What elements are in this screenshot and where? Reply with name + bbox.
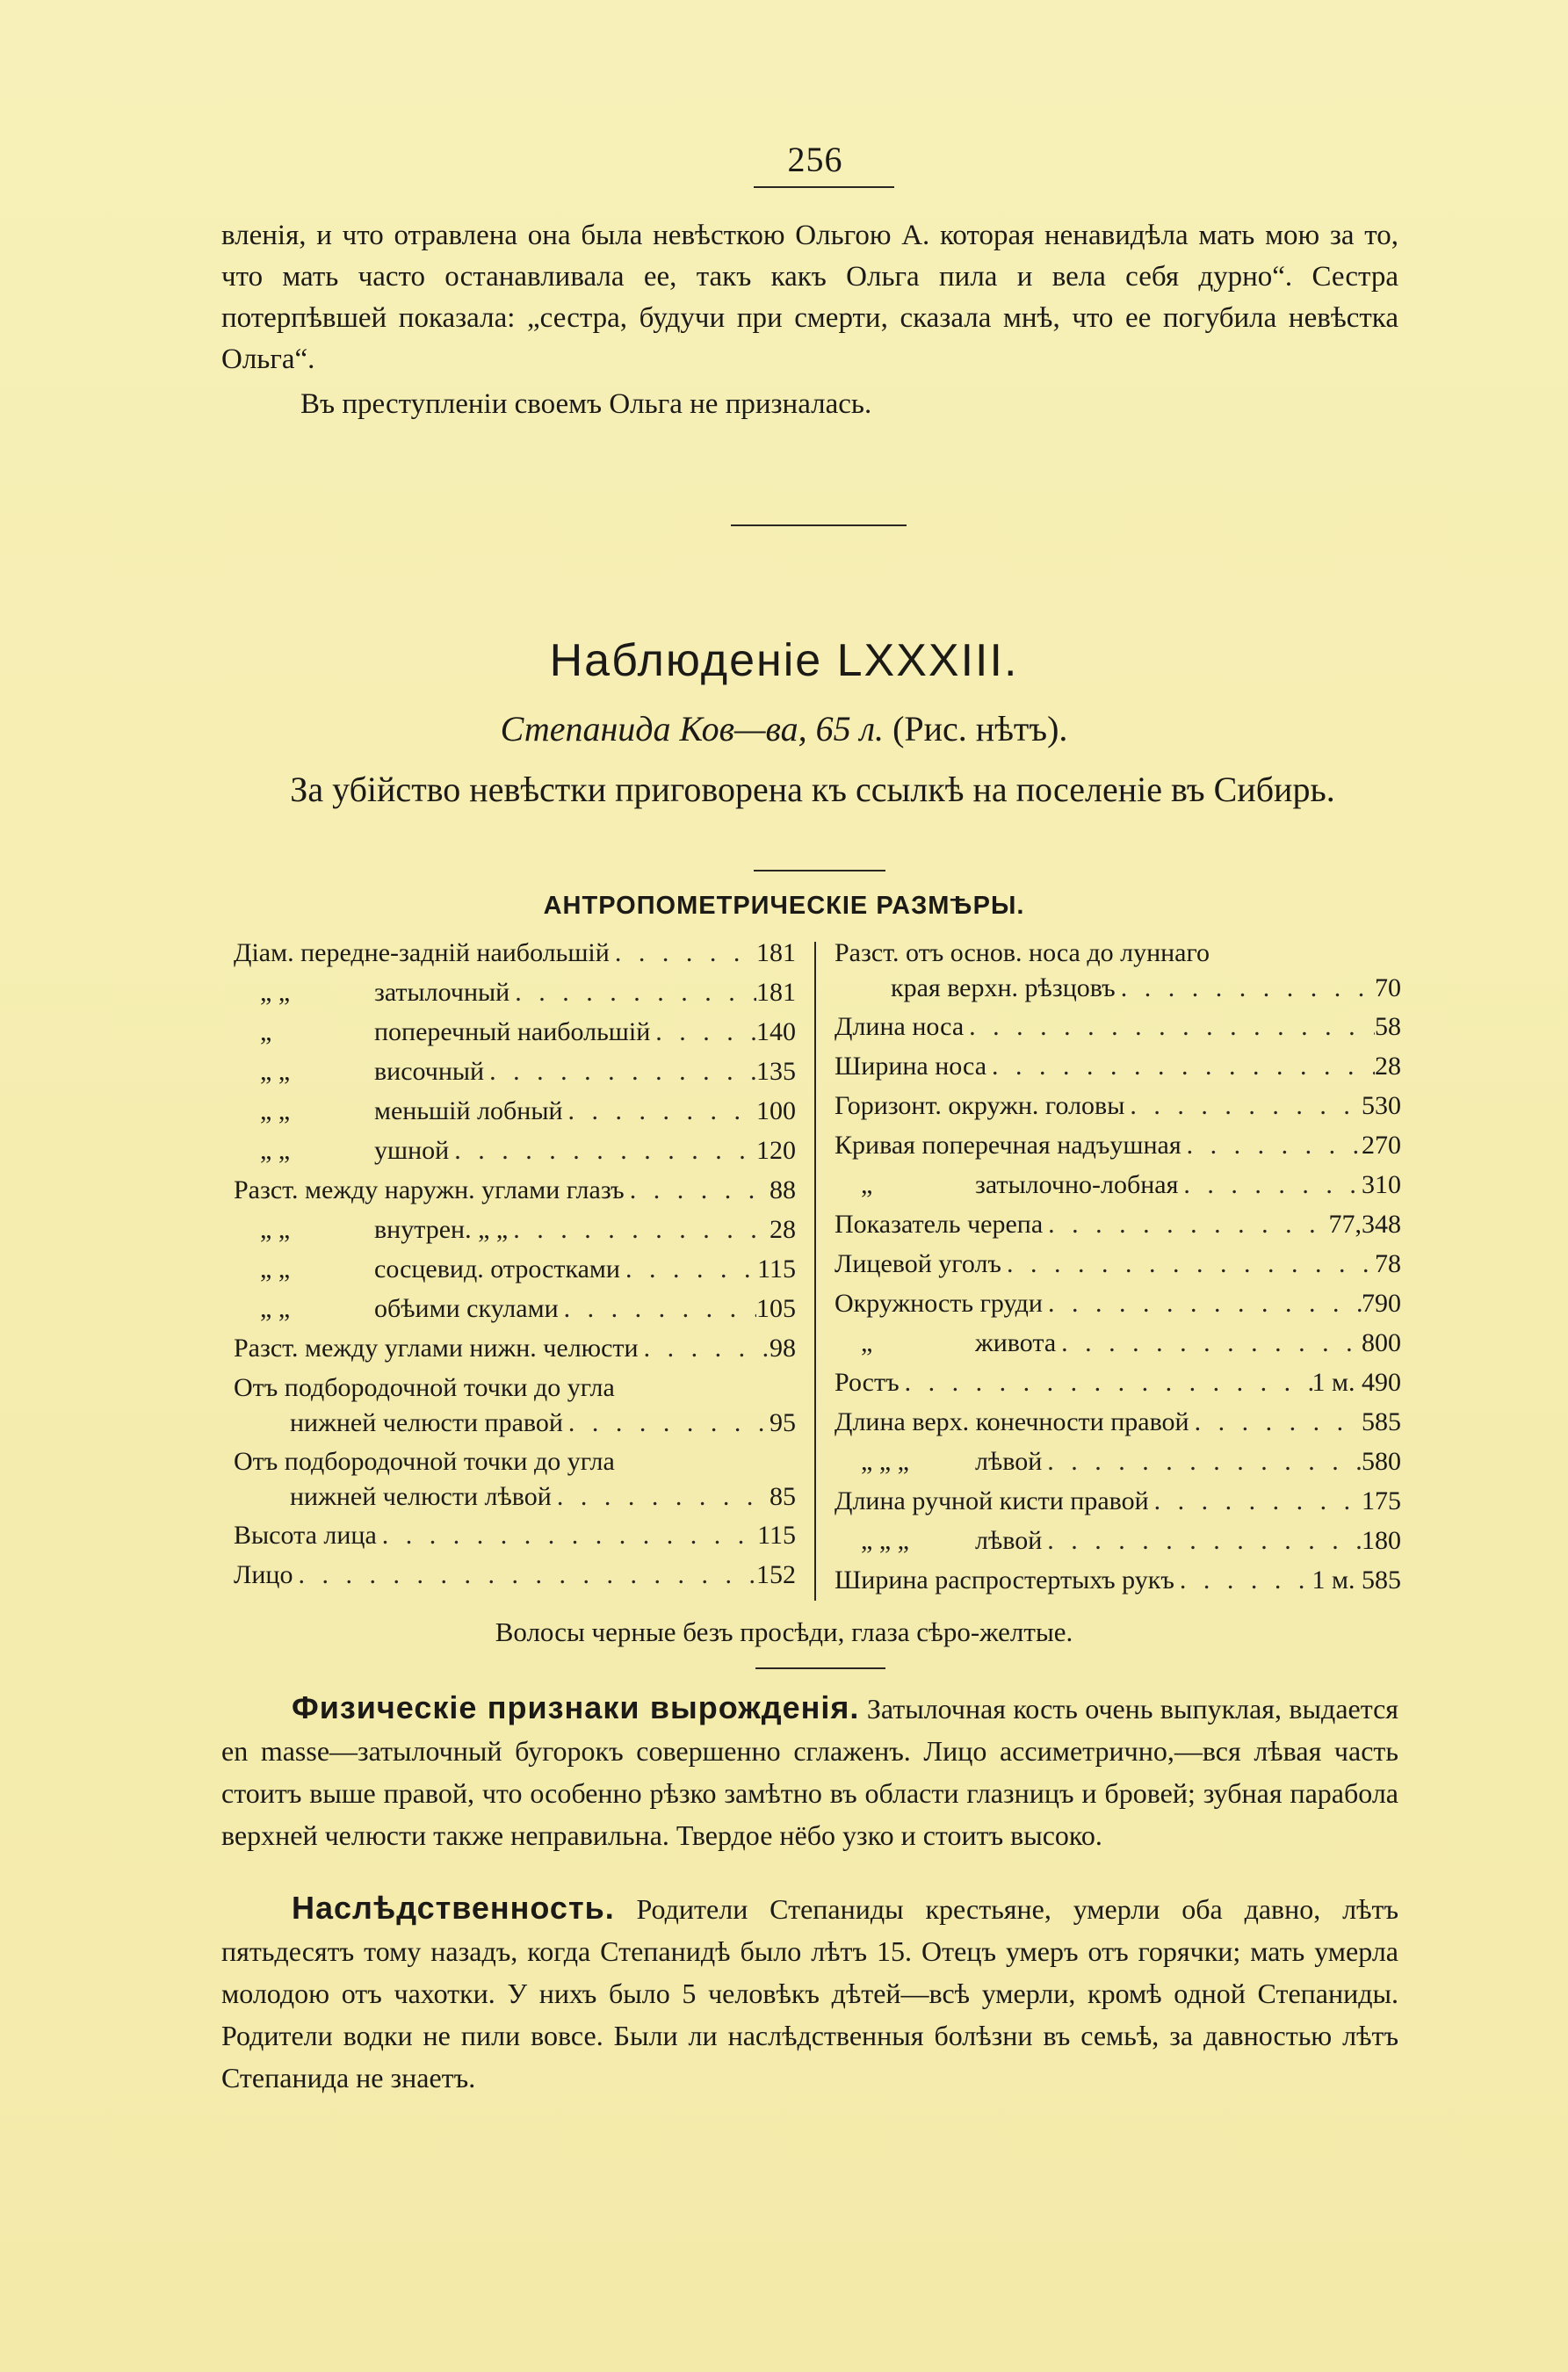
sentence-text: За убійство невѣстки приговорена къ ссылкѣ на поселеніе въ Сибирь. <box>290 770 1335 809</box>
measurement-row <box>234 1560 796 1600</box>
heredity-text: Родители Степаниды крестьяне, умерли оба давно, лѣтъ пятьдесятъ тому назадъ, когда Степанидѣ было лѣтъ 15. Отецъ умеръ отъ горячки; мать умерла молодою отъ чахотки. У нихъ было 5 человѣкъ дѣтей—всѣ умерли, кромѣ одной Степаниды. Родители водки не пили вовсе. Были ли наслѣдственныя болѣзни въ семьѣ, за давностью лѣтъ Степанида не знаетъ. <box>221 1893 1398 2094</box>
measurement-value: 28 <box>770 1215 796 1244</box>
dot-leader <box>964 1012 1375 1042</box>
measurement-row <box>835 1368 1401 1407</box>
dot-leader <box>484 1057 756 1087</box>
measurement-value: 88 <box>770 1175 796 1204</box>
measurement-label: затылочно-лобная <box>975 1170 1179 1199</box>
measurement-label: Разст. между углами нижн. челюсти <box>234 1334 639 1363</box>
dot-leader <box>1124 1091 1362 1121</box>
dot-leader <box>1042 1447 1362 1477</box>
dot-leader <box>639 1334 770 1363</box>
measurement-row <box>835 938 1401 1012</box>
measurement-label: затылочный <box>374 978 510 1007</box>
measurement-label: лѣвой <box>975 1447 1043 1476</box>
measurement-label-line2: нижней челюсти правой <box>290 1408 563 1437</box>
measurement-label: меньшій лобный <box>374 1096 563 1125</box>
observation-title: Наблюденіе LXXXIII. <box>549 635 1019 686</box>
measurement-row <box>234 1294 796 1334</box>
measurement-row <box>234 1447 796 1521</box>
measurement-label: внутрен. „ „ <box>374 1215 509 1244</box>
dot-leader <box>1181 1131 1362 1161</box>
dot-leader <box>449 1136 756 1166</box>
measurement-row <box>835 1170 1401 1210</box>
measurement-label: поперечный наибольшій <box>374 1017 651 1046</box>
heading-rule <box>754 870 885 871</box>
measurement-label: Разст. отъ основ. носа до луннаго <box>835 938 1210 967</box>
subject-age: 65 л. <box>815 709 885 748</box>
measurement-value: 105 <box>756 1294 796 1323</box>
measurement-label: Ростъ <box>835 1368 900 1397</box>
dot-leader <box>1116 973 1375 1003</box>
ditto-marks: „ „ <box>260 1294 291 1323</box>
measurement-label: Длина носа <box>835 1012 965 1041</box>
intro-closing-line: Въ преступленіи своемъ Ольга не призналась. <box>300 388 872 420</box>
measurement-value: 1 м. 585 <box>1311 1566 1401 1595</box>
ditto-marks: „ „ „ <box>861 1526 909 1555</box>
column-divider <box>814 942 816 1601</box>
measurement-label: Ширина распростертыхъ рукъ <box>835 1566 1174 1595</box>
subject-name: Степанида Ков—ва, <box>500 709 807 748</box>
measurement-row <box>234 1521 796 1560</box>
measurement-label: живота <box>975 1328 1057 1357</box>
dot-leader <box>1189 1407 1362 1437</box>
measurement-row <box>234 1017 796 1057</box>
measurement-value: 140 <box>756 1017 796 1046</box>
ditto-marks: „ „ <box>260 978 291 1007</box>
measurement-label: Горизонт. окружн. головы <box>835 1091 1125 1120</box>
measurement-row <box>835 1289 1401 1328</box>
dot-leader <box>1178 1170 1362 1200</box>
measurement-row <box>835 1447 1401 1486</box>
measurement-value: 800 <box>1362 1328 1401 1357</box>
section-divider-2 <box>755 1667 885 1669</box>
measurement-label: Высота лица <box>234 1521 377 1550</box>
dot-leader <box>508 1215 770 1245</box>
measurement-label: обѣими скулами <box>374 1294 559 1323</box>
measurement-label: ушной <box>374 1136 450 1165</box>
measurement-label: Длина ручной кисти правой <box>835 1486 1149 1515</box>
measurement-row <box>234 1255 796 1294</box>
dot-leader <box>293 1560 756 1590</box>
measurement-value: 790 <box>1362 1289 1401 1318</box>
ditto-marks: „ <box>861 1328 873 1357</box>
measurement-label: Показатель черепа <box>835 1210 1044 1239</box>
ditto-marks: „ <box>260 1017 272 1046</box>
measurement-row <box>234 1096 796 1136</box>
dot-leader <box>552 1482 770 1512</box>
measurement-label: Отъ подбородочной точки до угла <box>234 1373 615 1402</box>
measurement-value: 100 <box>756 1096 796 1125</box>
measurement-value: 78 <box>1375 1249 1401 1278</box>
measurement-value: 181 <box>756 938 796 967</box>
measurement-value: 585 <box>1362 1407 1401 1436</box>
measurement-value: 115 <box>757 1521 796 1550</box>
measurement-value: 530 <box>1362 1091 1401 1120</box>
page-number: 256 <box>787 140 843 179</box>
measurement-label-continued <box>835 973 1401 1003</box>
measurement-label: сосцевид. отростками <box>374 1255 620 1284</box>
measurement-row <box>835 1328 1401 1368</box>
measurement-value: 58 <box>1375 1012 1401 1041</box>
dot-leader <box>1043 1289 1362 1319</box>
ditto-marks: „ „ „ <box>861 1447 909 1476</box>
measurement-row <box>234 1334 796 1373</box>
measurement-label-line2: края верхн. рѣзцовъ <box>891 973 1116 1002</box>
intro-paragraph: вленія, и что отравлена она была невѣсткою Ольгою А. которая ненавидѣла мать мою за то, что мать часто останавливала ее, такъ какъ Ольга пила и вела себя дурно“. Сестра потерпѣвшей показала: „сестра, будучи при смерти, сказала мнѣ, что ее погубила невѣстка Ольга“. <box>221 220 1398 375</box>
dot-leader <box>900 1368 1312 1398</box>
ditto-marks: „ „ <box>260 1096 291 1125</box>
ditto-marks: „ „ <box>260 1255 291 1284</box>
physical-signs-text: Затылочная кость очень выпуклая, выдается en masse—затылочный бугорокъ совершенно сглаженъ. Лицо ассиметрично,—вся лѣвая часть стоитъ выше правой, что особенно рѣзко замѣтно въ области глазницъ и бровей; зубная парабола верхней челюсти также неправильна. Твердое нёбо узко и стоитъ высоко. <box>221 1693 1399 1851</box>
dot-leader <box>1043 1210 1328 1240</box>
ditto-marks: „ <box>861 1170 873 1199</box>
physical-signs-section <box>221 1687 1398 1856</box>
measurement-value: 98 <box>770 1334 796 1363</box>
measurement-label: височный <box>374 1057 485 1086</box>
dot-leader <box>625 1175 770 1205</box>
figure-note: (Рис. нѣтъ). <box>892 709 1068 748</box>
measurement-row <box>234 1057 796 1096</box>
measurement-label: Длина верх. конечности правой <box>835 1407 1189 1436</box>
ditto-marks: „ „ <box>260 1136 291 1165</box>
physical-signs-heading: Физическіе признаки вырожденія. <box>292 1689 860 1725</box>
measurement-value: 310 <box>1362 1170 1401 1199</box>
dot-leader <box>1001 1249 1375 1279</box>
measurement-value: 120 <box>756 1136 796 1165</box>
measurement-value: 152 <box>756 1560 796 1589</box>
measurement-value: 580 <box>1362 1447 1401 1476</box>
page-number-rule <box>754 186 894 188</box>
ditto-marks: „ „ <box>260 1057 291 1086</box>
dot-leader <box>563 1408 770 1438</box>
measurement-row <box>835 1526 1401 1566</box>
measurement-label: Діам. передне-задній наибольшій <box>234 938 610 967</box>
heredity-heading: Наслѣдственность. <box>292 1890 615 1926</box>
anthropometry-heading: АНТРОПОМЕТРИЧЕСКІЕ РАЗМѢРЫ. <box>543 892 1025 920</box>
measurement-label: Ширина носа <box>835 1052 987 1081</box>
dot-leader <box>1042 1526 1362 1556</box>
dot-leader <box>650 1017 756 1047</box>
measurement-row <box>234 1215 796 1255</box>
observation-subtitle <box>176 708 1392 749</box>
measurement-label: Лицо <box>234 1560 293 1589</box>
dot-leader <box>563 1096 756 1126</box>
ditto-marks: „ „ <box>260 1215 291 1244</box>
measurement-label: Кривая поперечная надъушная <box>835 1131 1181 1160</box>
dot-leader <box>986 1052 1375 1081</box>
dot-leader <box>559 1294 756 1324</box>
dot-leader <box>1174 1566 1312 1595</box>
measurement-label: Отъ подбородочной точки до угла <box>234 1447 615 1476</box>
measurement-value: 95 <box>770 1408 796 1437</box>
measurement-label: Разст. между наружн. углами глазъ <box>234 1175 625 1204</box>
dot-leader <box>1149 1486 1362 1516</box>
measurement-value: 28 <box>1375 1052 1401 1081</box>
measurement-label-continued <box>234 1482 796 1512</box>
dot-leader <box>610 938 756 968</box>
hair-eyes-line: Волосы черные безъ просѣди, глаза сѣро-желтые. <box>495 1616 1073 1647</box>
measurement-value: 77,348 <box>1328 1210 1401 1239</box>
measurement-label: Окружность груди <box>835 1289 1043 1318</box>
measurement-value: 135 <box>756 1057 796 1086</box>
measurement-row <box>835 1091 1401 1131</box>
measurement-row <box>234 1136 796 1175</box>
measurement-row <box>835 1249 1401 1289</box>
measurement-value: 85 <box>770 1482 796 1511</box>
measurement-label: лѣвой <box>975 1526 1043 1555</box>
measurement-row <box>835 1052 1401 1091</box>
measurement-label-line2: нижней челюсти лѣвой <box>290 1482 552 1511</box>
heredity-section <box>221 1887 1398 2099</box>
measurement-row <box>835 1486 1401 1526</box>
measurement-row <box>835 1407 1401 1447</box>
measurement-row <box>835 1210 1401 1249</box>
measurement-value: 115 <box>757 1255 796 1284</box>
measurements-right-column <box>835 938 1401 1605</box>
measurement-row <box>835 1012 1401 1052</box>
measurement-value: 181 <box>756 978 796 1007</box>
measurement-label: Лицевой уголъ <box>835 1249 1001 1278</box>
measurement-value: 175 <box>1362 1486 1401 1515</box>
measurements-left-column <box>234 938 796 1600</box>
section-divider <box>731 524 907 526</box>
dot-leader <box>509 978 756 1008</box>
measurement-row <box>234 978 796 1017</box>
measurement-value: 270 <box>1362 1131 1401 1160</box>
measurement-value: 70 <box>1375 973 1401 1002</box>
dot-leader <box>620 1255 757 1284</box>
measurement-row <box>234 1175 796 1215</box>
measurement-row <box>835 1566 1401 1605</box>
measurement-label-continued <box>234 1408 796 1438</box>
measurement-row <box>234 1373 796 1447</box>
dot-leader <box>377 1521 757 1551</box>
dot-leader <box>1056 1328 1362 1358</box>
measurement-value: 180 <box>1362 1526 1401 1555</box>
measurement-row <box>234 938 796 978</box>
measurement-row <box>835 1131 1401 1170</box>
measurement-value: 1 м. 490 <box>1311 1368 1401 1397</box>
